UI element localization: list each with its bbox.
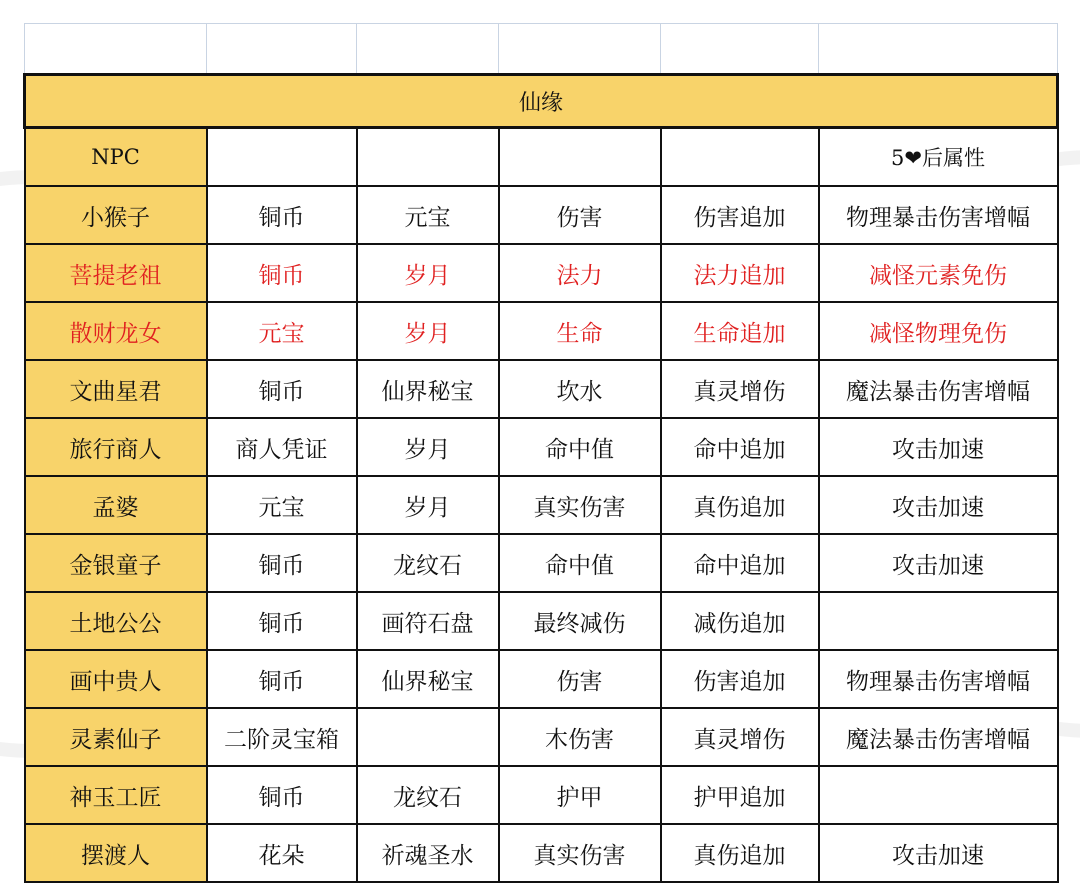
table-row [25,824,1058,882]
table-cell-c2[interactable]: 铜币 [207,592,357,650]
table-cell-c3[interactable]: 元宝 [357,186,499,244]
table-cell-c4[interactable]: 命中值 [499,418,661,476]
table-cell-c6[interactable]: 攻击加速 [819,824,1058,882]
table-cell-c2[interactable]: 铜币 [207,360,357,418]
table-cell-c5[interactable]: 真灵增伤 [661,708,819,766]
header-cell[interactable] [357,128,499,187]
table-title[interactable]: 仙缘 [25,75,1058,128]
npc-name-cell[interactable]: 小猴子 [25,186,207,244]
table-cell-c5[interactable]: 真灵增伤 [661,360,819,418]
header-cell[interactable] [207,128,357,187]
table-cell-c4[interactable]: 伤害 [499,186,661,244]
empty-cell[interactable] [819,24,1058,75]
heart-icon: ❤ [904,146,922,170]
table-cell-c3[interactable]: 岁月 [357,418,499,476]
table-cell-c6[interactable]: 减怪物理免伤 [819,302,1058,360]
table-cell-c4[interactable]: 护甲 [499,766,661,824]
table-cell-c6[interactable]: 攻击加速 [819,418,1058,476]
npc-name-cell[interactable]: 孟婆 [25,476,207,534]
table-row [25,592,1058,650]
table-cell-c3[interactable]: 仙界秘宝 [357,360,499,418]
table-cell-c4[interactable]: 真实伤害 [499,824,661,882]
empty-cell[interactable] [661,24,819,75]
title-row [25,75,1058,128]
empty-cell[interactable] [499,24,661,75]
table-cell-c5[interactable]: 伤害追加 [661,186,819,244]
table-cell-c3[interactable]: 岁月 [357,476,499,534]
xianyuan-table [23,23,1059,883]
table-cell-c6[interactable]: 物理暴击伤害增幅 [819,186,1058,244]
table-cell-c5[interactable]: 命中追加 [661,418,819,476]
table-cell-c4[interactable]: 伤害 [499,650,661,708]
table-cell-c5[interactable]: 护甲追加 [661,766,819,824]
blank-grid-row [25,24,1058,75]
table-row [25,186,1058,244]
header-attr-label: 后属性 [921,146,985,170]
table-cell-c2[interactable]: 铜币 [207,766,357,824]
table-row [25,766,1058,824]
table-cell-c5[interactable]: 命中追加 [661,534,819,592]
npc-name-cell[interactable]: 摆渡人 [25,824,207,882]
table-cell-c4[interactable]: 最终减伤 [499,592,661,650]
table-row [25,534,1058,592]
table-row [25,244,1058,302]
table-cell-c2[interactable]: 铜币 [207,534,357,592]
npc-name-cell[interactable]: 土地公公 [25,592,207,650]
table-cell-c6[interactable]: 攻击加速 [819,534,1058,592]
table-cell-c5[interactable]: 伤害追加 [661,650,819,708]
table-cell-c3[interactable]: 祈魂圣水 [357,824,499,882]
table-cell-c5[interactable]: 减伤追加 [661,592,819,650]
empty-cell[interactable] [25,24,207,75]
table-cell-c2[interactable]: 铜币 [207,186,357,244]
table-cell-c6[interactable]: 物理暴击伤害增幅 [819,650,1058,708]
npc-name-cell[interactable]: 金银童子 [25,534,207,592]
table-row [25,708,1058,766]
table-cell-c5[interactable]: 法力追加 [661,244,819,302]
spreadsheet [23,23,1056,883]
table-cell-c3[interactable]: 岁月 [357,244,499,302]
table-cell-c3[interactable]: 画符石盘 [357,592,499,650]
table-cell-c3[interactable]: 岁月 [357,302,499,360]
table-cell-c4[interactable]: 生命 [499,302,661,360]
table-cell-c6[interactable]: 攻击加速 [819,476,1058,534]
empty-cell[interactable] [207,24,357,75]
table-cell-c2[interactable]: 二阶灵宝箱 [207,708,357,766]
npc-name-cell[interactable]: 菩提老祖 [25,244,207,302]
table-cell-c3[interactable]: 龙纹石 [357,534,499,592]
table-cell-c5[interactable]: 生命追加 [661,302,819,360]
table-cell-c4[interactable]: 坎水 [499,360,661,418]
table-cell-c6[interactable] [819,766,1058,824]
table-cell-c4[interactable]: 命中值 [499,534,661,592]
table-cell-c2[interactable]: 元宝 [207,476,357,534]
header-five-heart-attr[interactable] [819,128,1058,187]
table-cell-c4[interactable]: 木伤害 [499,708,661,766]
table-row [25,418,1058,476]
table-cell-c3[interactable] [357,708,499,766]
table-cell-c4[interactable]: 真实伤害 [499,476,661,534]
npc-name-cell[interactable]: 灵素仙子 [25,708,207,766]
empty-cell[interactable] [357,24,499,75]
table-cell-c2[interactable]: 元宝 [207,302,357,360]
table-cell-c2[interactable]: 商人凭证 [207,418,357,476]
table-cell-c3[interactable]: 龙纹石 [357,766,499,824]
table-cell-c4[interactable]: 法力 [499,244,661,302]
header-cell[interactable] [661,128,819,187]
table-cell-c2[interactable]: 铜币 [207,650,357,708]
table-row [25,302,1058,360]
header-row [25,128,1058,187]
table-cell-c5[interactable]: 真伤追加 [661,824,819,882]
table-cell-c6[interactable]: 魔法暴击伤害增幅 [819,360,1058,418]
npc-name-cell[interactable]: 文曲星君 [25,360,207,418]
table-cell-c2[interactable]: 花朵 [207,824,357,882]
header-cell[interactable] [499,128,661,187]
table-row [25,476,1058,534]
table-cell-c2[interactable]: 铜币 [207,244,357,302]
table-row [25,650,1058,708]
header-npc[interactable]: NPC [25,128,207,187]
table-cell-c6[interactable] [819,592,1058,650]
table-cell-c3[interactable]: 仙界秘宝 [357,650,499,708]
header-five: 5 [891,146,905,170]
npc-name-cell[interactable]: 旅行商人 [25,418,207,476]
table-row [25,360,1058,418]
npc-name-cell[interactable]: 散财龙女 [25,302,207,360]
table-cell-c6[interactable]: 减怪元素免伤 [819,244,1058,302]
table-cell-c5[interactable]: 真伤追加 [661,476,819,534]
npc-name-cell[interactable]: 画中贵人 [25,650,207,708]
table-cell-c6[interactable]: 魔法暴击伤害增幅 [819,708,1058,766]
npc-name-cell[interactable]: 神玉工匠 [25,766,207,824]
